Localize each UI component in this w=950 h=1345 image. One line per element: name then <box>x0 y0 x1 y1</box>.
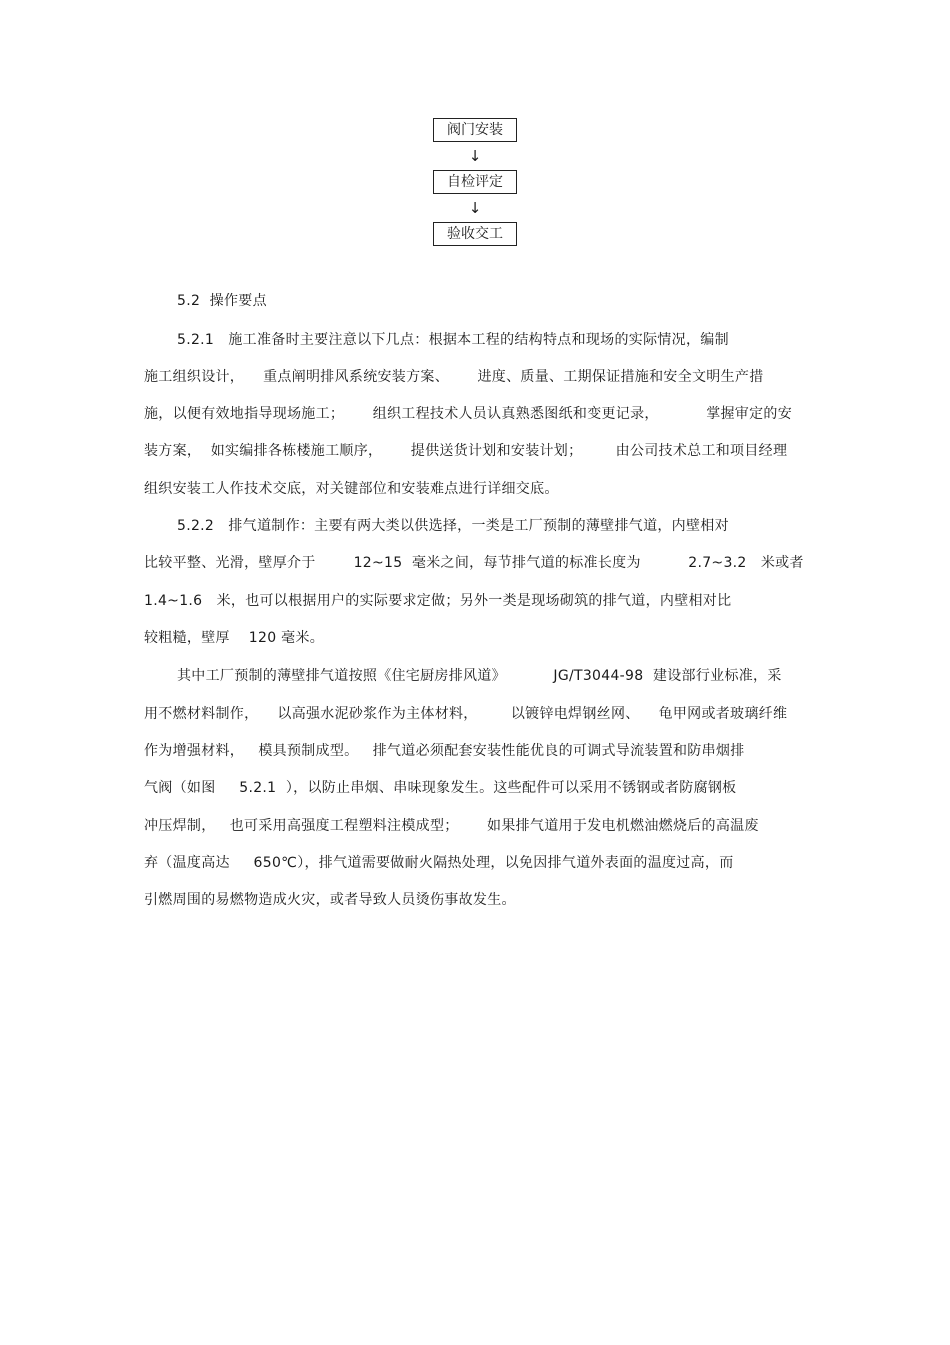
paragraph-line: 5.2.2 排气道制作：主要有两大类以供选择，一类是工厂预制的薄壁排气道，内壁相对 <box>177 518 729 534</box>
paragraph-line: 作为增强材料， 模具预制成型。 排气道必须配套安装性能优良的可调式导流装置和防串烟排 <box>144 743 745 759</box>
paragraph-line: 施工组织设计， 重点阐明排风系统安装方案、 进度、质量、工期保证措施和安全文明生产措 <box>144 369 764 385</box>
flowchart <box>431 118 519 246</box>
paragraph-line: 其中工厂预制的薄壁排气道按照《住宅厨房排风道》 JG/T3044-98 建设部行业标准，采 <box>177 668 782 684</box>
paragraph-line: 弃（温度高达 650℃），排气道需要做耐火隔热处理，以免因排气道外表面的温度过高，而 <box>144 855 734 871</box>
paragraph-line: 用不燃材料制作， 以高强水泥砂浆作为主体材料， 以镀锌电焊钢丝网、 龟甲网或者玻璃纤维 <box>144 706 788 722</box>
paragraph-line: 施，以便有效地指导现场施工； 组织工程技术人员认真熟悉图纸和变更记录， 掌握审定的安 <box>144 406 792 422</box>
down-arrow-icon: ↓ <box>468 198 482 217</box>
paragraph-line: 较粗糙，壁厚 120 毫米。 <box>144 630 325 646</box>
flow-step-valve-install: 阀门安装 <box>433 118 517 142</box>
paragraph-line: 引燃周围的易燃物造成火灾，或者导致人员烫伤事故发生。 <box>144 892 516 908</box>
paragraph-line: 1.4~1.6 米，也可以根据用户的实际要求定做；另外一类是现场砌筑的排气道，内壁相对比 <box>144 593 732 609</box>
paragraph-line: 冲压焊制， 也可采用高强度工程塑料注模成型； 如果排气道用于发电机燃油燃烧后的高温废 <box>144 818 759 834</box>
paragraph-line: 气阀（如图 5.2.1 ），以防止串烟、串味现象发生。这些配件可以采用不锈钢或者防腐钢板 <box>144 780 737 796</box>
flow-step-self-check: 自检评定 <box>433 170 517 194</box>
paragraph-line: 组织安装工人作技术交底，对关键部位和安装难点进行详细交底。 <box>144 481 559 497</box>
paragraph-line: 5.2.1 施工准备时主要注意以下几点：根据本工程的结构特点和现场的实际情况，编制 <box>177 332 729 348</box>
section-heading: 5.2 操作要点 <box>177 293 267 309</box>
paragraph-line: 比较平整、光滑，壁厚介于 12~15 毫米之间，每节排气道的标准长度为 2.7~3.2 米或者 <box>144 555 804 571</box>
down-arrow-icon: ↓ <box>468 146 482 165</box>
paragraph-line: 装方案， 如实编排各栋楼施工顺序， 提供送货计划和安装计划； 由公司技术总工和项目经理 <box>144 443 788 459</box>
flow-step-acceptance: 验收交工 <box>433 222 517 246</box>
